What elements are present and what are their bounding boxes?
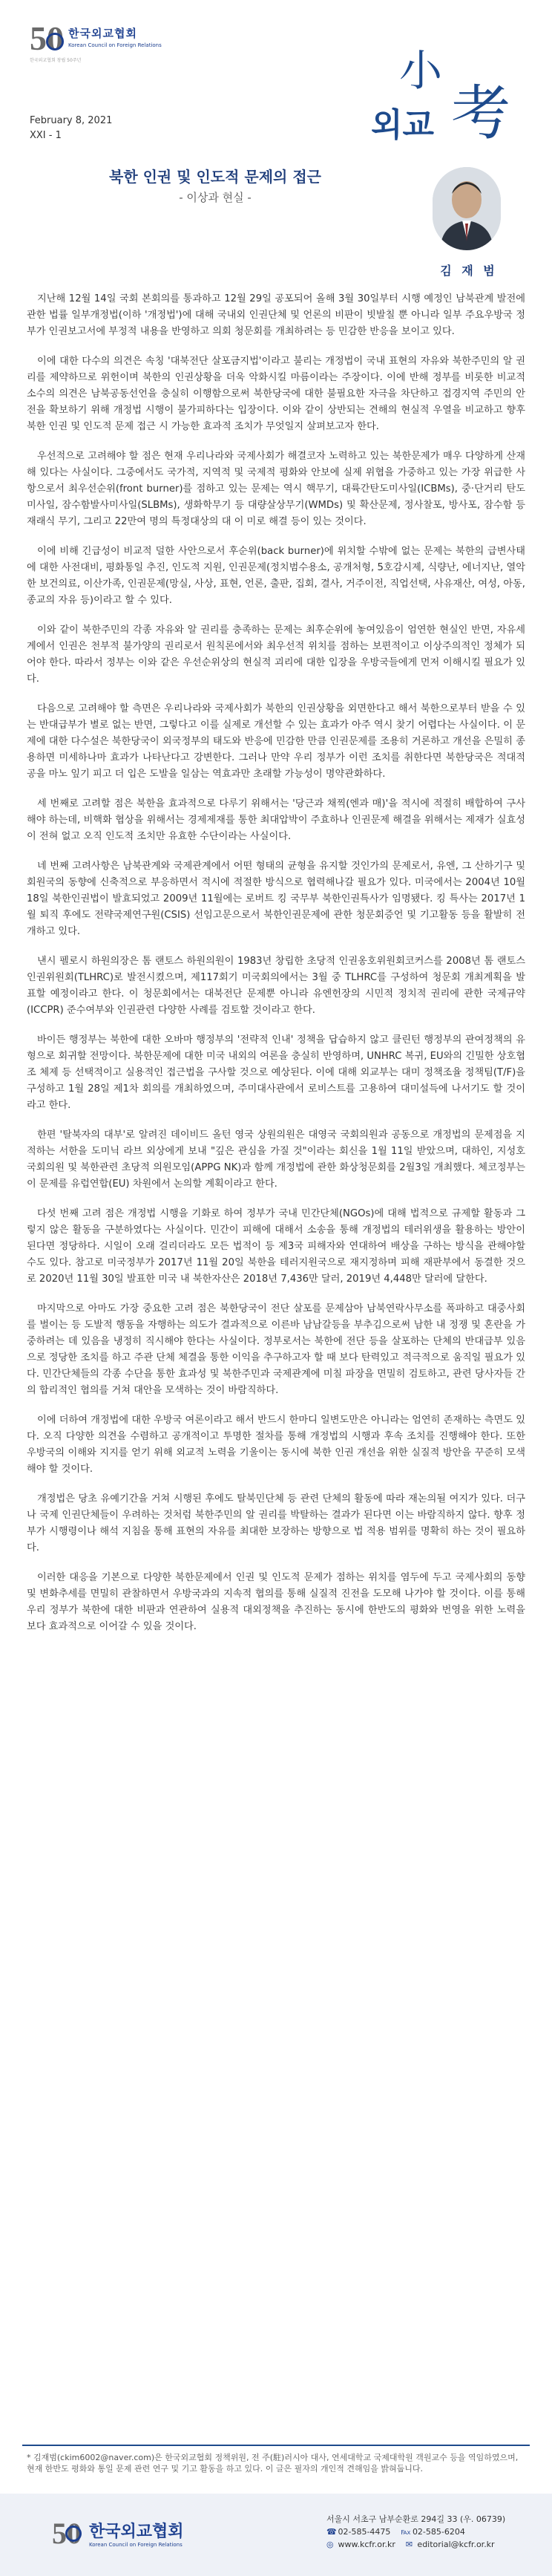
author-name: 김 재 범 — [440, 264, 498, 278]
paragraph: 이에 대한 다수의 의견은 속칭 '대북전단 살포금지법'이라고 불리는 개정법이 국내 표현의 자유와 북한주민의 알 권리를 제약하므로 위헌이며 북한의 인권상황을 더욱 악화시킬 마름이라는 주장이다. 이에 반해 정부를 비롯한 비교적 소수의 의견은 남북공동선언을 충실히 이행함으로써 북한당국에 대한 불필요한 자극을 차단하고 접경지역 주민의 안전을 확보하기 위해 개정법 시행이 불가피하다는 입장이다. 이와 같이 상반되는 견해의 현실적 우열을 비교하고 향후 북한 인권 및 인도적 문제 접근 시 가능한 효과적 조치가 무엇일지 살펴보고자 한다. — [27, 356, 525, 432]
kcfr-logo[interactable] — [30, 19, 162, 63]
globe-icon: ◎ — [326, 2540, 334, 2549]
footer — [0, 2494, 552, 2576]
footer-name-kr: 한국외교협회 — [89, 2523, 184, 2541]
footer-fax: 02-585-6204 — [412, 2527, 465, 2537]
footer-web-email — [326, 2538, 505, 2551]
mail-icon: ✉ — [405, 2540, 413, 2549]
footer-email-link[interactable]: editorial@kcfr.or.kr — [417, 2540, 495, 2549]
footer-logo[interactable] — [52, 2516, 184, 2551]
footer-contact — [326, 2513, 505, 2551]
logo-name-kr: 한국외교협회 — [68, 27, 137, 40]
header — [0, 0, 552, 278]
footnote-divider — [22, 2445, 530, 2446]
paragraph: 이에 더하여 개정법에 대한 우방국 여론이라고 해서 반드시 한마디 일변도만은 아니라는 엄연히 존재하는 측면도 있다. 오직 다양한 의견을 수렴하고 공개적이고 투명한 절차를 통해 개정법의 시행과 후속 조치를 진행해야 한다. 또한 우방국의 이해와 지지를 얻기 위해 외교적 노력을 기울이는 동시에 북한 인권 개선을 위한 실질적 방안을 꾸준히 모색해야 할 것이다. — [27, 1415, 525, 1475]
footer-logo-mark: 50 — [52, 2517, 82, 2550]
article-title: 북한 인권 및 인도적 문제의 접근 — [109, 168, 321, 186]
logo-ring-icon — [46, 33, 64, 50]
article-body — [27, 291, 525, 1649]
article-subtitle: - 이상과 현실 - — [179, 191, 252, 204]
logo-name-en: Korean Council on Foreign Relations — [68, 42, 162, 48]
footer-phone[interactable]: 02-585-4475 — [338, 2527, 391, 2537]
masthead-small-char: 小 — [399, 45, 443, 96]
paragraph: 한편 '탈북자의 대부'로 알려진 데이비드 올턴 영국 상원의원은 대영국 국회의원과 공동으로 개정법의 문제점을 지적하는 서한을 도미닉 라브 외상에게 보내 "깊은 관심을 가질 것"이라는 회신을 1월 11일 받았으며, 대하인, 지성호 국회의원 및 북한관련 초당적 의원모임(APPG NK)과 함께 개정법에 관한 화상청문회를 2월3일 개최했다. 체코정부는 이 문제를 유럽연합(EU) 차원에서 논의할 계획이라고 한다. — [27, 1129, 525, 1190]
article-title-block — [30, 165, 401, 205]
author-footnote: * 김재범(ckim6002@naver.com)은 한국외교협회 정책위원, 전 주(駐)러시아 대사, 연세대학교 국제대학원 객원교수 등을 역임하였으며, 현재 한반도 평화와 통일 문제 관련 연구 및 기고 활동을 하고 있다. 이 글은 필자의 개인적 견해임을 밝혀둡니다. — [27, 2453, 519, 2474]
paragraph: 개정법은 당초 유예기간을 거쳐 시행된 후에도 탈북민단체 등 관련 단체의 활동에 따라 재논의될 여지가 있다. 더구나 국제 인권단체들이 우려하는 것처럼 북한주민의 알 권리를 박탈하는 결과가 된다면 이는 바람직하지 않다. 향후 정부가 시행령이나 해석 지침을 통해 표현의 자유를 최대한 보장하는 방향으로 법 적용 범위를 명확히 하는 것이 필요하다. — [27, 1493, 525, 1553]
footer-name-en: Korean Council on Foreign Relations — [89, 2542, 183, 2548]
masthead-right-char: 考 — [451, 79, 510, 148]
footer-org-name — [89, 2519, 184, 2548]
masthead-left-text: 외교 — [371, 106, 435, 144]
issue-number: XXI - 1 — [30, 130, 62, 141]
paragraph: 마지막으로 아마도 가장 중요한 고려 점은 북한당국이 전단 살포를 문제삼아 남북연락사무소를 폭파하고 대중사회를 벌이는 등 도발적 행동을 자행하는 의도가 결과적으로 이른바 남남갈등을 부추김으로써 남한 내 정쟁 및 혼란을 가중하려는 데 있음을 냉정히 직시해야 한다는 사실이다. 정부로서는 북한에 전단 등을 살포하는 단체의 반대급부 있음으로 정당한 조치를 하고 주관 단체 체결을 통한 이익을 추구하고자 할 때 보다 탄력있고 적극적으로 움직일 필요가 있다. 민간단체들의 각종 수단을 통한 효과성 및 북한주민과 국제관계에 미칠 파장을 면밀히 검토하고, 관련 당사자들 간의 합리적인 협의를 거쳐 대안을 모색하는 것이 바람직하다. — [27, 1303, 525, 1396]
masthead — [371, 30, 519, 148]
fax-icon: ℻ — [401, 2527, 411, 2537]
paragraph: 이러한 대응을 기본으로 다양한 북한문제에서 인권 및 인도적 문제가 점하는 위치를 염두에 두고 국제사회의 동향 및 변화추세를 면밀히 관찰하면서 우방국과의 지속적 협의를 통해 실질적 진전을 도모해 나가야 할 것이다. 이를 통해 우리 정부가 북한에 대한 비판과 연관하여 실용적 대외정책을 추진하는 동시에 한반도의 평화와 번영을 위한 노력을 보다 효과적으로 이어갈 수 있을 것이다. — [27, 1572, 525, 1632]
paragraph: 다음으로 고려해야 할 측면은 우리나라와 국제사회가 북한의 인권상황을 외면한다고 해서 북한으로부터 받을 수 있는 반대급부가 별로 없는 반면, 그렇다고 이를 실제로 개선할 수 있는 효과가 아주 역시 찾기 어렵다는 사실이다. 이 문제에 대한 다수설은 북한당국이 외국정부의 태도와 반응에 민감한 만큼 인권문제를 조용히 거론하고 개선을 은밀히 종용하면 미세하나마 효과가 나타난다고 강변한다. 그러나 만약 우리 정부가 이런 조치를 취한다면 북한당국은 적대적 공을 마노 잎기 피고 더 입은 도발을 일삼는 역효과만 초래할 가능성이 명약관화하다. — [27, 703, 525, 780]
paragraph: 바이든 행정부는 북한에 대한 오바마 행정부의 '전략적 인내' 정책을 답습하지 않고 클린턴 행정부의 관여정책의 유형으로 회귀할 전망이다. 북한문제에 대한 미국 내외의 여론을 충실히 반영하며, UNHRC 복귀, EU와의 긴밀한 상호협조 체제 등 선택적이고 실용적인 접근법을 구사할 것으로 예상된다. 이에 대해 외교부는 대미 정책조율 정책팀(T/F)을 구성하고 1월 28일 제1차 회의를 개최하였으며, 주미대사관에서 로비스트를 고용하여 대미설득에 나서기도 할 것이라고 한다. — [27, 1034, 525, 1111]
issue-date: February 8, 2021 — [30, 115, 113, 126]
author-photo — [433, 167, 501, 250]
paragraph: 다섯 번째 고려 점은 개정법 시행을 기화로 하여 정부가 국내 민간단체(NGOs)에 대해 법적으로 규제할 활동과 그렇지 않은 활동을 구분하였다는 사실이다. 민간이 피해에 대해서 소송을 통해 개정법의 테러위생을 활용하는 방안이 된다면 정당하다. 시일이 오래 걸리더라도 모든 법적이 등 제3국 피해자와 연대하여 배상을 구하는 방식을 관해야할 수도 있다. 참고로 미국정부가 2017년 11월 20일 북한을 테러지원국으로 재지정하며 피해 재판부에서 동결한 것으로 2020년 11월 30일 발표한 미국 내 북한자산은 2018년 7,436만 달러, 2019년 4,448만 달러에 달한다. — [27, 1208, 525, 1285]
footer-logo-ring-icon — [65, 2526, 82, 2542]
logo-text — [68, 25, 162, 48]
paragraph: 네 번째 고려사항은 남북관계와 국제관계에서 어떤 형태의 균형을 유지할 것인가의 문제로서, 유엔, 그 산하기구 및 회원국의 동향에 신축적으로 부응하면서 적시에 적절한 방식으로 협력해나갈 필요가 있다. 미국에서는 2004년 10월 18일 북한인권법이 발효되었고 2009년 11월에는 로버트 킹 국무부 북한인권특사가 임명됐다. 킹 특사는 2017년 1월 퇴직 후에도 전략국제연구원(CSIS) 선임고문으로서 북한인권문제에 관한 청문회증언 및 기고활동 등을 활발히 전개하고 있다. — [27, 861, 525, 937]
paragraph: 이에 비해 긴급성이 비교적 덜한 사안으로서 후순위(back burner)에 위치할 수밖에 없는 문제는 북한의 급변사태에 대한 사전대비, 평화통일 추진, 인도적 지원, 인권문제(정치범수용소, 공개처형, 5호감시제, 식량난, 에너지난, 열악한 보건의료, 이산가족, 인권문제(망실, 사상, 표현, 언론, 출판, 집회, 결사, 거주이전, 직업선택, 사유재산, 여성, 아동, 종교의 자유 등)이라고 할 수 있다. — [27, 546, 525, 606]
logo-tagline: 한국외교협회 창립 50주년 — [30, 58, 82, 63]
paragraph: 이와 같이 북한주민의 각종 자유와 알 권리를 충족하는 문제는 최후순위에 놓여있음이 엄연한 현실인 반면, 자유세계에서 인권은 천부적 불가양의 권리로서 원칙론에서와 최우선적 위치를 점하는 보편적이고 이상주의적인 정체가 되어야 한다. 따라서 정부는 이와 같은 우선순위상의 현실적 괴리에 대한 입장을 우방국들에게 먼저 이해시킬 필요가 있다. — [27, 625, 525, 685]
footer-website-link[interactable]: www.kcfr.or.kr — [338, 2540, 395, 2549]
footer-phone-fax — [326, 2526, 505, 2538]
paragraph: 낸시 펠로시 하원의장은 톰 랜토스 하원의원이 1983년 창립한 초당적 인권옹호위원회코커스를 2008년 톰 랜토스 인권위원회(TLHRC)로 발전시켰으며, 제117회기 미국회의에서는 3월 중 TLHRC를 구성하여 청문회 개최계획을 발표할 예정이라고 한다. 이 청문회에서는 대북전단 문제뿐 아니라 유엔헌장의 시민적 정치적 권리에 관한 국제규약(ICCPR) 준수여부와 인권관련 다양한 사례를 검토할 것이라고 한다. — [27, 956, 525, 1016]
paragraph: 세 번째로 고려할 점은 북한을 효과적으로 다루기 위해서는 '당근과 채찍(엔과 매)'을 적시에 적절히 배합하여 구사해야 하는데, 비핵화 협상을 위해서는 경제제재를 통한 최대압박이 주효하나 인권문제 해결을 위해서는 제재가 실효성이 전혀 없고 오직 인도적 조치만 유효한 수단이라는 사실이다. — [27, 798, 525, 842]
paragraph: 우선적으로 고려해야 할 점은 현재 우리나라와 국제사회가 해결코자 노력하고 있는 북한문제가 매우 다양하게 산재해 있다는 사실이다. 그중에서도 국가적, 지역적 및 국제적 평화와 안보에 실제 위협을 가중하고 있는 가장 위급한 사항으로서 최우선순위(front burner)를 점하고 있는 문제는 역시 핵무기, 대륙간탄도미사일(ICBMs), 중·단거리 탄도미사일, 잠수함발사미사일(SLBMs), 생화학무기 등 대량살상무기(WMDs) 및 확산문제, 정사찰포, 방사포, 잠수함 등 재래식 무기, 그리고 22만여 명의 특정대상의 대 이 미로 해결 등이 있는 것이다. — [27, 451, 525, 527]
author-portrait-icon — [433, 167, 501, 250]
footer-address: 서울시 서초구 남부순환로 294길 33 (우. 06739) — [326, 2514, 506, 2524]
phone-icon: ☎ — [326, 2527, 337, 2537]
logo-mark: 50 — [30, 19, 64, 57]
paragraph: 지난해 12월 14일 국회 본회의를 통과하고 12월 29일 공포되어 올해 3월 30일부터 시행 예정인 남북관계 발전에 관한 법률 일부개정법(이하 '개정법')에 대해 국내외 인권단체 및 언론의 비판이 빗발칠 뿐 아니라 일부 주요우방국 정부가 인권보고서에 부정적 내용을 반영하고 의회 청문회를 개최하려는 등 민감한 반응을 보이고 있다. — [27, 293, 525, 337]
